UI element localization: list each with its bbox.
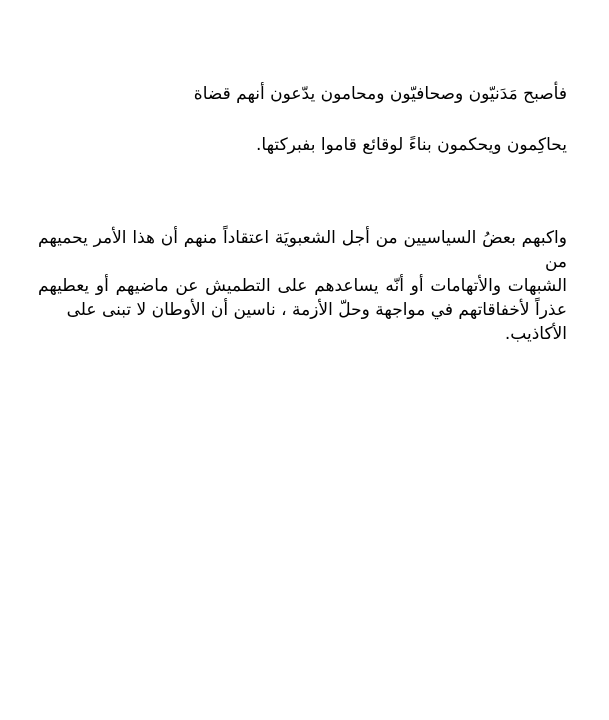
paragraph-2-line-3: عذراً لأخفاقاتهم في مواجهة وحلّ الأزمة ، ناسين أن الأوطان لا تبنى على الأكاذيب. bbox=[66, 300, 567, 344]
paragraph-2-line-2: الشبهات والأتهامات أو أنّه يساعدهم على التطميش عن ماضيهم أو يعطيهم bbox=[38, 276, 567, 296]
paragraph-2 bbox=[38, 226, 567, 346]
paragraph-1-line-1: فأصبح مَدَنيّون وصحافيّون ومحامون يدّعون أنهم قضاة bbox=[193, 84, 567, 104]
paragraph-1-line-2: يحاكِمون ويحكمون بناءً لوقائع قاموا بفبركتها. bbox=[256, 135, 567, 155]
paragraph-2-line-1: واكبهم بعضُ السياسيين من أجل الشعبويَة اعتقاداً منهم أن هذا الأمر يحميهم من bbox=[38, 228, 567, 272]
